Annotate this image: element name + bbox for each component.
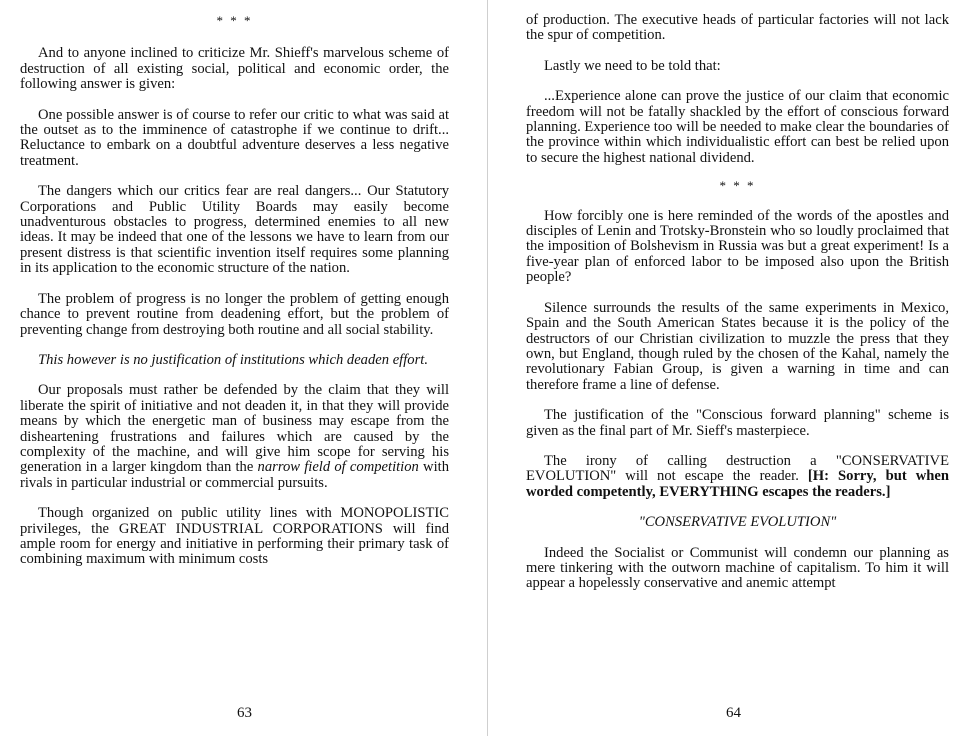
- section-separator: * * *: [216, 13, 253, 28]
- page-number: 64: [726, 705, 741, 721]
- paragraph: One possible answer is of course to refer our critic to what was said at the outset as to the imminence of catastrophe if we continue to drift... Reluctance to embark on a doubtful adventure deserves a less negative treatment.: [20, 106, 449, 169]
- italic-phrase: narrow field of competition: [257, 459, 419, 476]
- right-page-text: [526, 13, 949, 592]
- paragraph: The problem of progress is no longer the problem of getting enough chance to prevent routine from deadening effort, but the problem of preventing change from destroying both routine and all social stability.: [20, 290, 449, 338]
- page-number: 63: [237, 705, 252, 721]
- paragraph: And to anyone inclined to criticize Mr. Shieff's marvelous scheme of destruction of all existing social, political and economic order, the following answer is given:: [20, 45, 449, 93]
- paragraph: of production. The executive heads of particular factories will not lack the spur of competition.: [526, 12, 949, 44]
- paragraph-text: The irony of calling destruction a "CONSERVATIVE EVOLUTION" will not escape the reader.: [526, 452, 949, 485]
- paragraph-text: with rivals in particular industrial or commercial pursuits.: [20, 459, 449, 491]
- paragraph: [526, 454, 949, 500]
- paragraph: Silence surrounds the results of the same experiments in Mexico, Spain and the South American States because it is the policy of the destructors of our Christian civilization to muzzle the press that they own, but England, though ruled by the chosen of the Kahal, namely the revolutionary Fabian Group, is given a warning in time and can therefore frame a line of defense.: [526, 299, 949, 393]
- paragraph: Indeed the Socialist or Communist will condemn our planning as mere tinkering with the outworn machine of capitalism. To him it will appear a hopelessly conservative and anemic attempt: [526, 544, 949, 592]
- paragraph: [20, 383, 449, 491]
- left-page-text: [20, 13, 449, 568]
- right-page: [489, 0, 978, 736]
- paragraph-text: Our proposals must rather be defended by the claim that they will liberate the spirit of initiative and not deaden it, in that they will provide means by which the energetic man of business may escape from the disheartening frustrations and failures which are caused by the complexity of the machine, and will give him scope for serving his generation in a larger kingdom than the: [20, 382, 449, 476]
- paragraph: Though organized on public utility lines with MONOPOLISTIC privileges, the GREAT INDUSTRIAL CORPORATIONS will find ample room for energy and initiative in performing their primary task of combining maximum with minimum costs: [20, 505, 449, 568]
- paragraph: Lastly we need to be told that:: [544, 57, 721, 74]
- quoted-paragraph: ...Experience alone can prove the justice of our claim that economic freedom will not be fatally shackled by the effort of conscious forward planning. Experience too will be needed to make clear the boundaries of the province within which individualistic effort can best be relied upon to secure the highest national dividend.: [526, 88, 949, 166]
- book-gutter: [487, 0, 488, 736]
- paragraph: How forcibly one is here reminded of the words of the apostles and disciples of Lenin and Trotsky-Bronstein who so loudly proclaimed that the imposition of Bolshevism in Russia was but a great experiment! Is a five-year plan of enforced labor to be imposed also upon the British people?: [526, 207, 949, 286]
- paragraph: The justification of the "Conscious forward planning" scheme is given as the final part of Mr. Sieff's masterpiece.: [526, 407, 949, 439]
- bold-annotation: [H: Sorry, but when worded competently, EVERYTHING escapes the readers.]: [526, 468, 949, 500]
- section-heading: "CONSERVATIVE EVOLUTION": [638, 514, 837, 531]
- italic-paragraph: This however is no justification of institutions which deaden effort.: [38, 351, 428, 368]
- paragraph: The dangers which our critics fear are real dangers... Our Statutory Corporations and Public Utility Boards may easily become unadventurous obstacles to progress, determined enemies to all new ideas. It may be indeed that one of the lessons we have to learn from our present distress is that scientific invention itself requires some planning in its application to the economic structure of the nation.: [20, 183, 449, 277]
- section-separator: * * *: [719, 178, 756, 194]
